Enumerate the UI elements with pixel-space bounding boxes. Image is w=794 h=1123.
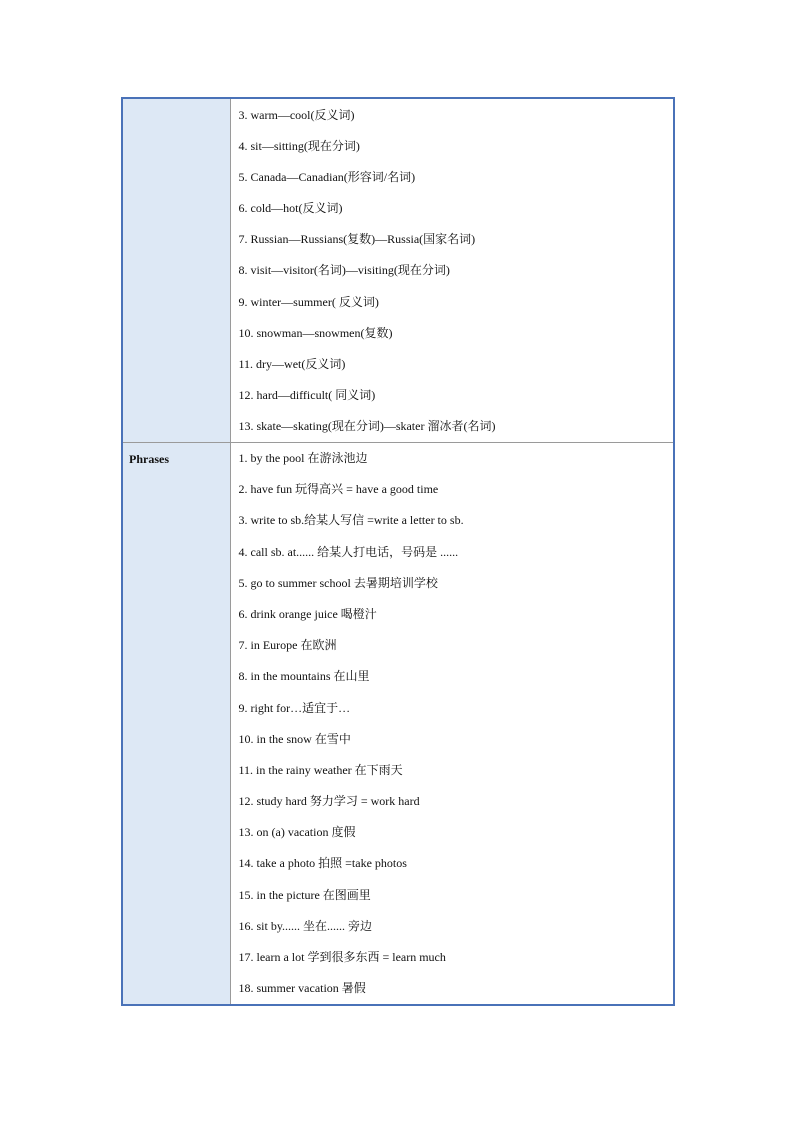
word-form-item: 11. dry—wet(反义词) bbox=[238, 356, 346, 371]
word-form-item: 6. cold—hot(反义词) bbox=[238, 201, 343, 216]
word-forms-label bbox=[129, 99, 230, 108]
phrases-label: Phrases bbox=[129, 452, 169, 467]
word-form-item: 4. sit—sitting(现在分词) bbox=[238, 139, 360, 154]
word-form-item: 5. Canada—Canadian(形容词/名词) bbox=[238, 170, 416, 185]
word-form-item: 12. hard—difficult( 同义词) bbox=[238, 387, 376, 402]
word-form-item: 13. skate—skating(现在分词)—skater 溜冰者(名词) bbox=[238, 418, 496, 433]
phrase-item: 8. in the mountains 在山里 bbox=[238, 669, 370, 684]
phrase-item: 4. call sb. at...... 给某人打电话，号码是 ...... bbox=[238, 544, 459, 559]
phrases-row bbox=[122, 443, 674, 1006]
phrase-item: 14. take a photo 拍照 =take photos bbox=[238, 856, 407, 871]
phrase-item: 18. summer vacation 暑假 bbox=[238, 981, 366, 996]
word-forms-list bbox=[231, 99, 674, 442]
word-forms-label-cell bbox=[122, 98, 230, 443]
word-forms-content-cell bbox=[230, 98, 674, 443]
word-form-item: 8. visit—visitor(名词)—visiting(现在分词) bbox=[238, 263, 450, 278]
phrase-item: 17. learn a lot 学到很多东西 = learn much bbox=[238, 950, 446, 965]
phrase-item: 2. have fun 玩得高兴 = have a good time bbox=[238, 482, 439, 497]
phrase-item: 12. study hard 努力学习 = work hard bbox=[238, 794, 420, 809]
phrase-item: 6. drink orange juice 喝橙汁 bbox=[238, 606, 377, 621]
phrase-item: 7. in Europe 在欧洲 bbox=[238, 638, 337, 653]
phrase-item: 13. on (a) vacation 度假 bbox=[238, 825, 356, 840]
word-form-item: 7. Russian—Russians(复数)—Russia(国家名词) bbox=[238, 232, 476, 247]
vocabulary-table bbox=[121, 97, 675, 1006]
phrases-list bbox=[231, 443, 674, 1004]
phrase-item: 11. in the rainy weather 在下雨天 bbox=[238, 762, 403, 777]
phrase-item: 1. by the pool 在游泳池边 bbox=[238, 451, 368, 466]
phrase-item: 9. right for…适宜于… bbox=[238, 700, 351, 715]
phrase-item: 3. write to sb.给某人写信 =write a letter to sb. bbox=[238, 513, 464, 528]
phrase-item: 5. go to summer school 去暑期培训学校 bbox=[238, 575, 438, 590]
word-forms-row bbox=[122, 98, 674, 443]
word-form-item: 3. warm—cool(反义词) bbox=[238, 108, 355, 122]
word-form-item: 9. winter—summer( 反义词) bbox=[238, 294, 379, 309]
phrases-content-cell bbox=[230, 443, 674, 1006]
word-form-item: 10. snowman—snowmen(复数) bbox=[238, 325, 393, 340]
phrase-item: 15. in the picture 在图画里 bbox=[238, 887, 371, 902]
phrases-label-cell bbox=[122, 443, 230, 1006]
phrase-item: 16. sit by...... 坐在...... 旁边 bbox=[238, 918, 373, 933]
phrase-item: 10. in the snow 在雪中 bbox=[238, 731, 351, 746]
